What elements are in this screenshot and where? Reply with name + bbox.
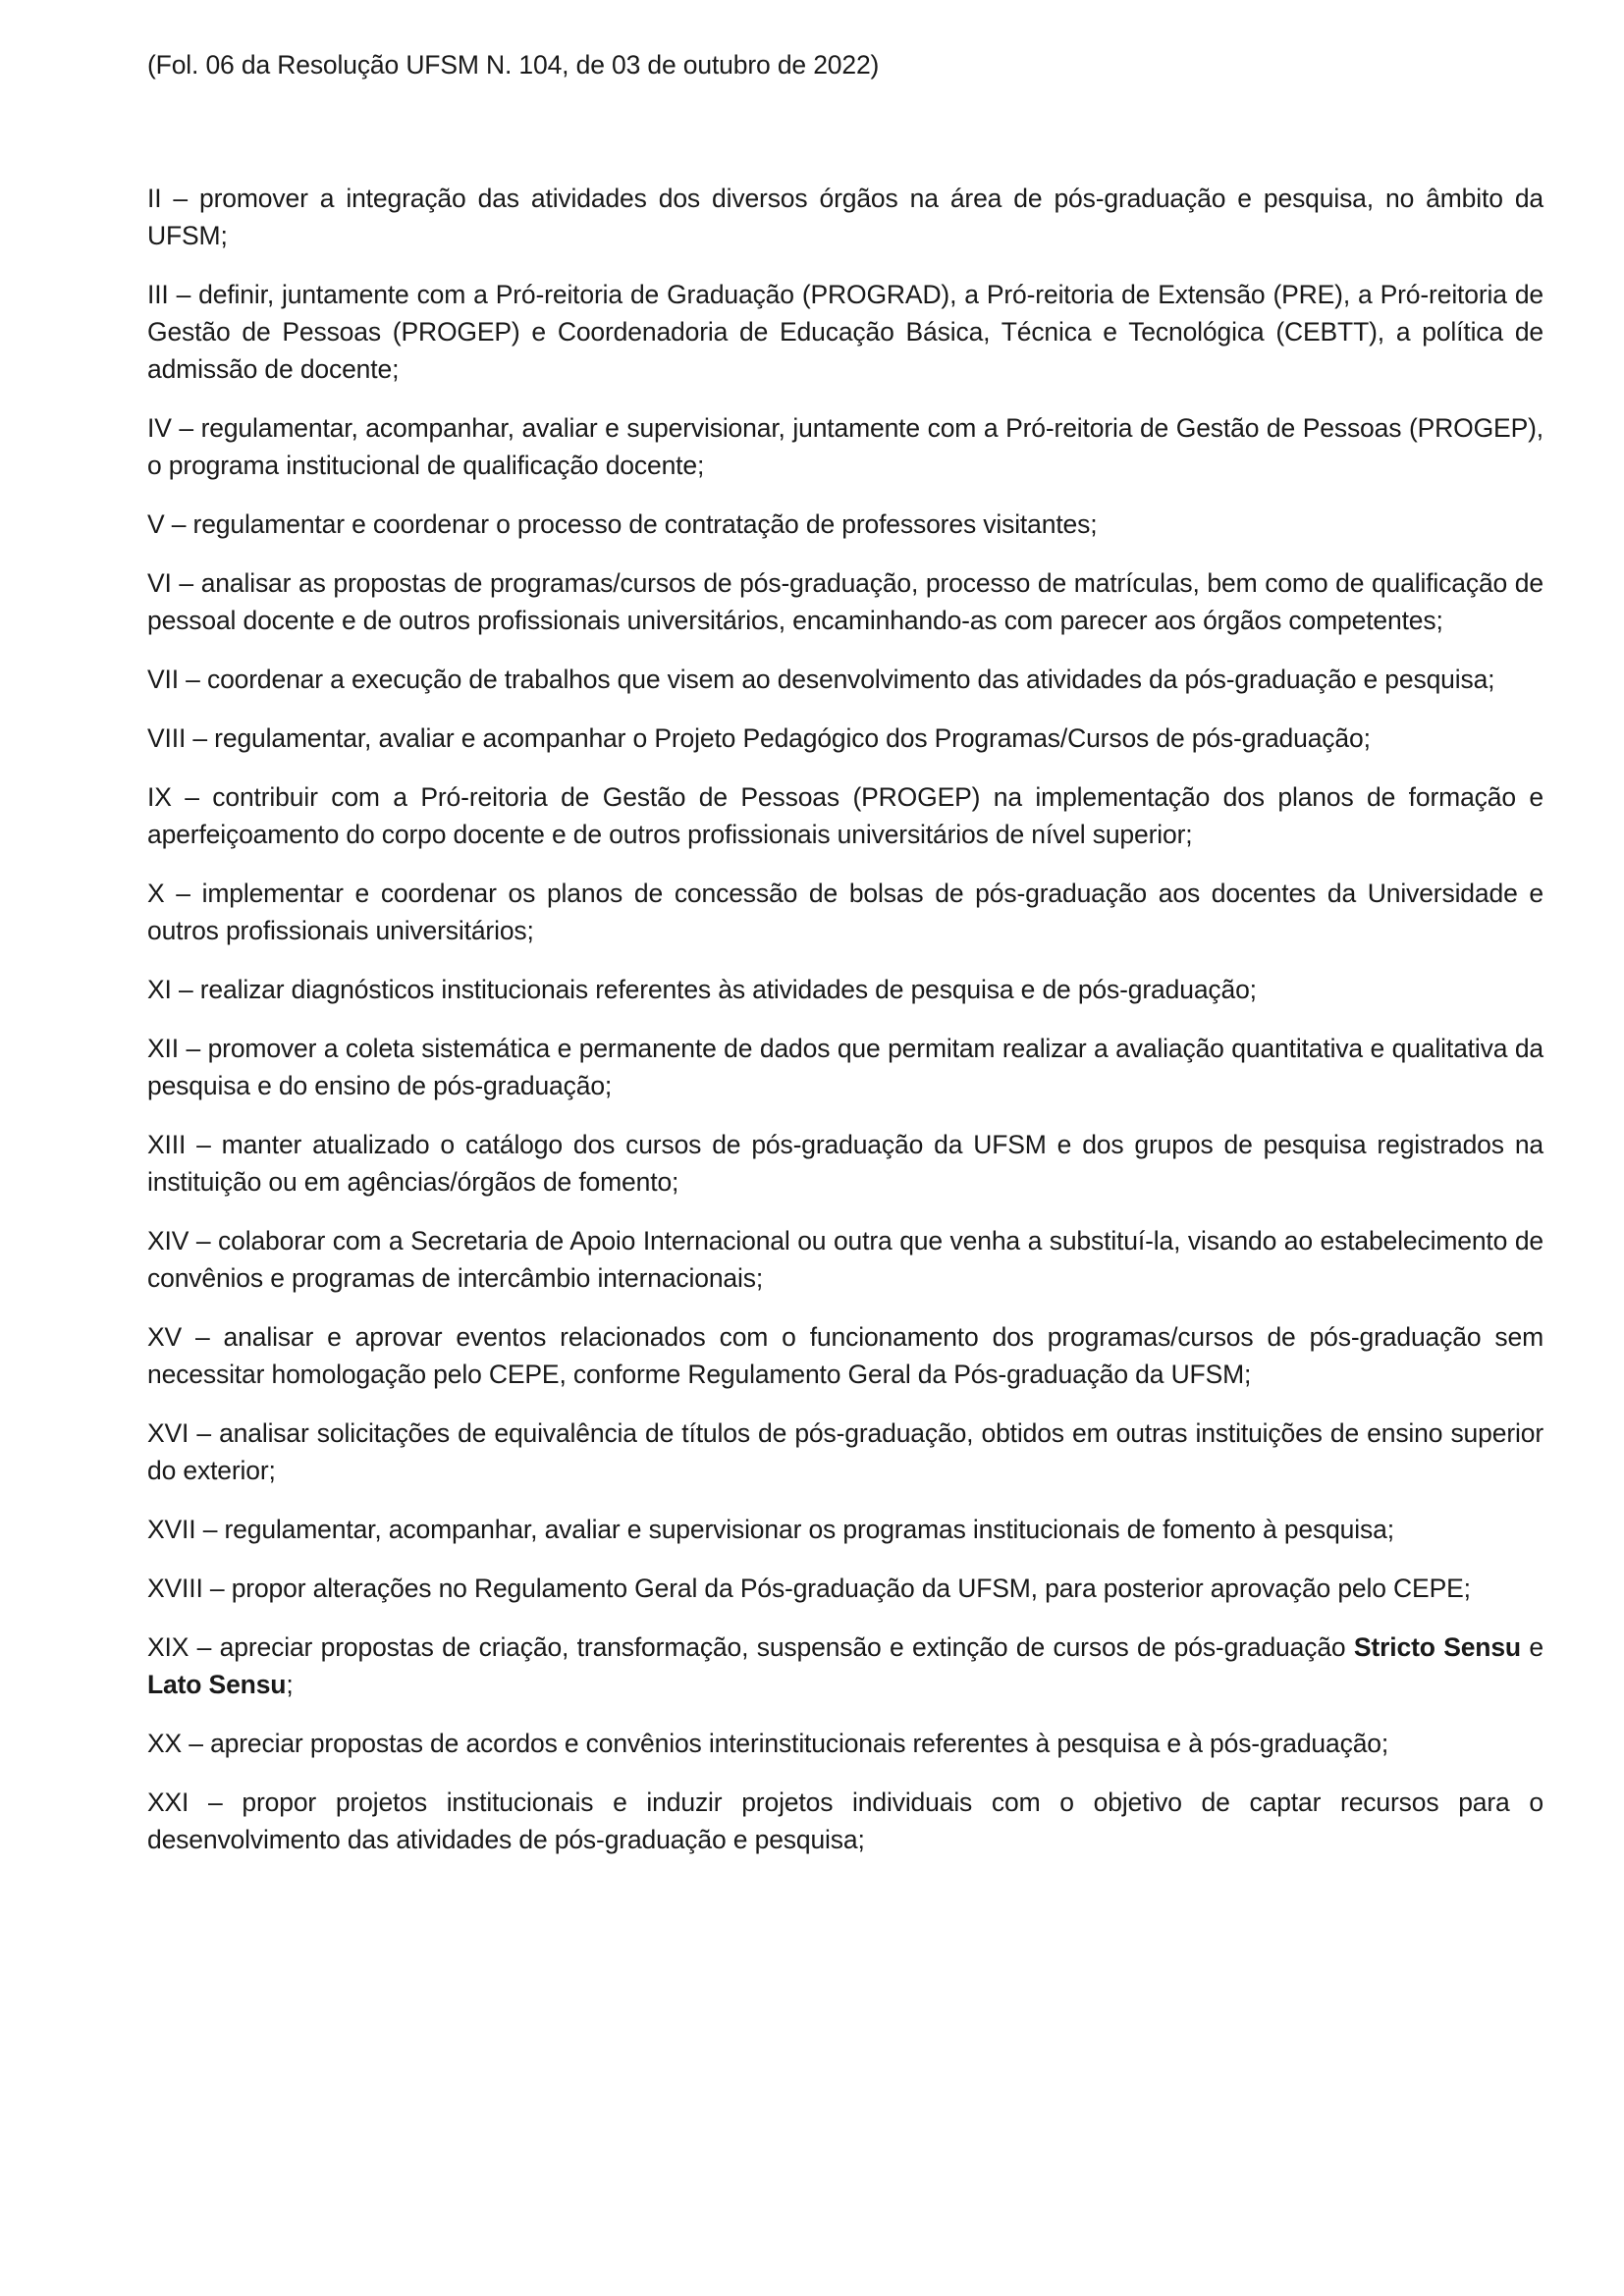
paragraph-iii: III – definir, juntamente com a Pró-reitoria de Graduação (PROGRAD), a Pró-reitoria de Extensão (PRE), a Pró-reitoria de Gestão de Pessoas (PROGEP) e Coordenadoria de Educação Básica, Técnica e Tecnológica (CEBTT), a política de admissão de docente;	[147, 280, 1543, 384]
paragraph-xix-bold-stricto-sensu: Stricto Sensu	[1353, 1632, 1521, 1662]
paragraph-iv: IV – regulamentar, acompanhar, avaliar e supervisionar, juntamente com a Pró-reitoria de Gestão de Pessoas (PROGEP), o programa institucional de qualificação docente;	[147, 413, 1543, 480]
paragraph-ix: IX – contribuir com a Pró-reitoria de Gestão de Pessoas (PROGEP) na implementação dos planos de formação e aperfeiçoamento do corpo docente e de outros profissionais universitários de nível superior;	[147, 782, 1543, 849]
paragraph-ii: II – promover a integração das atividades dos diversos órgãos na área de pós-graduação e pesquisa, no âmbito da UFSM;	[147, 184, 1543, 250]
paragraph-vi: VI – analisar as propostas de programas/cursos de pós-graduação, processo de matrículas, bem como de qualificação de pessoal docente e de outros profissionais universitários, encaminhando-as com parecer aos órgãos competentes;	[147, 568, 1543, 635]
paragraph-x: X – implementar e coordenar os planos de concessão de bolsas de pós-graduação aos docentes da Universidade e outros profissionais universitários;	[147, 879, 1543, 945]
paragraph-xi: XI – realizar diagnósticos institucionais referentes às atividades de pesquisa e de pós-graduação;	[147, 975, 1257, 1004]
paragraph-v: V – regulamentar e coordenar o processo de contratação de professores visitantes;	[147, 509, 1098, 539]
paragraph-xix-text-lead: XIX – apreciar propostas de criação, transformação, suspensão e extinção de cursos de pós-graduação	[147, 1632, 1354, 1662]
paragraph-xix	[147, 1629, 1543, 1703]
paragraph-xiv: XIV – colaborar com a Secretaria de Apoio Internacional ou outra que venha a substituí-la, visando ao estabelecimento de convênios e programas de intercâmbio internacionais;	[147, 1226, 1543, 1293]
page-header-folio-line: (Fol. 06 da Resolução UFSM N. 104, de 03 de outubro de 2022)	[147, 50, 880, 80]
paragraph-xx: XX – apreciar propostas de acordos e convênios interinstitucionais referentes à pesquisa e à pós-graduação;	[147, 1729, 1389, 1758]
paragraph-xviii: XVIII – propor alterações no Regulamento Geral da Pós-graduação da UFSM, para posterior aprovação pelo CEPE;	[147, 1574, 1471, 1603]
paragraph-xvii: XVII – regulamentar, acompanhar, avaliar e supervisionar os programas institucionais de fomento à pesquisa;	[147, 1515, 1394, 1544]
paragraph-xv: XV – analisar e aprovar eventos relacionados com o funcionamento dos programas/cursos de pós-graduação sem necessitar homologação pelo CEPE, conforme Regulamento Geral da Pós-graduação da UFSM;	[147, 1322, 1543, 1389]
paragraph-vii: VII – coordenar a execução de trabalhos que visem ao desenvolvimento das atividades da pós-graduação e pesquisa;	[147, 665, 1495, 694]
paragraph-xvi: XVI – analisar solicitações de equivalência de títulos de pós-graduação, obtidos em outras instituições de ensino superior do exterior;	[147, 1418, 1543, 1485]
paragraph-xxi: XXI – propor projetos institucionais e induzir projetos individuais com o objetivo de captar recursos para o desenvolvimento das atividades de pós-graduação e pesquisa;	[147, 1788, 1543, 1854]
paragraph-viii: VIII – regulamentar, avaliar e acompanhar o Projeto Pedagógico dos Programas/Cursos de pós-graduação;	[147, 723, 1371, 753]
paragraph-xix-text-mid: e	[1520, 1632, 1543, 1662]
paragraph-xix-bold-lato-sensu: Lato Sensu	[147, 1670, 287, 1699]
paragraph-xiii: XIII – manter atualizado o catálogo dos cursos de pós-graduação da UFSM e dos grupos de pesquisa registrados na instituição ou em agências/órgãos de fomento;	[147, 1130, 1543, 1197]
paragraph-xii: XII – promover a coleta sistemática e permanente de dados que permitam realizar a avaliação quantitativa e qualitativa da pesquisa e do ensino de pós-graduação;	[147, 1034, 1543, 1100]
paragraph-xix-text-end: ;	[286, 1670, 294, 1699]
